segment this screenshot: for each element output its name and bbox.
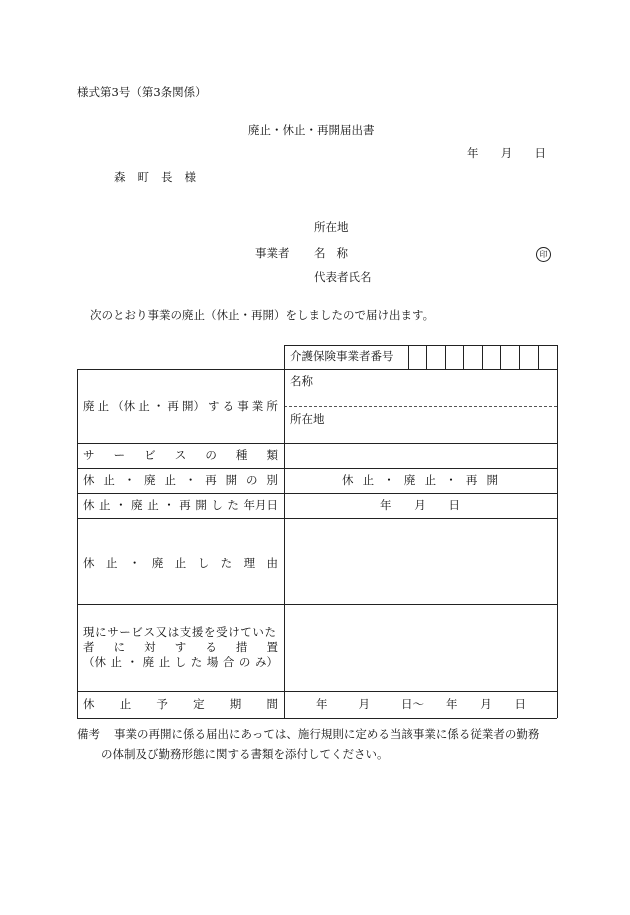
service-type-label: サ ー ビ ス の 種 類: [83, 448, 278, 462]
number-box-line: [538, 345, 539, 369]
table-line: [77, 369, 78, 718]
addressee: 森 町 長 様: [114, 170, 196, 184]
category-options: 休 止 ・ 廃 止 ・ 再 開: [342, 473, 498, 487]
period-start: 年 月 日〜: [316, 697, 424, 711]
table-line: [77, 604, 557, 605]
date-year: 年: [467, 146, 479, 160]
office-name-label: 名称: [290, 374, 313, 388]
table-line: [77, 369, 557, 370]
date-month: 月: [500, 146, 513, 160]
office-label: 廃 止 （休 止 ・ 再 開） す る 事 業 所: [83, 399, 278, 413]
table-line: [77, 518, 557, 519]
applicant-name-label: 名 称: [314, 246, 348, 260]
period-end: 年 月 日: [446, 697, 526, 711]
reason-label: 休 止 ・ 廃 止 し た 理 由: [83, 556, 278, 570]
table-line: [77, 691, 557, 692]
number-box-line: [500, 345, 501, 369]
table-line: [284, 345, 285, 718]
statement-text: 次のとおり事業の廃止（休止・再開）をしましたので届け出ます。: [90, 308, 435, 322]
provider-number-label: 介護保険事業者番号: [290, 349, 394, 363]
number-box-line: [408, 345, 409, 369]
table-line: [284, 345, 557, 346]
measures-label-line1: 現にサービス又は支援を受けていた: [83, 625, 277, 639]
document-title: 廃止・休止・再開届出書: [248, 123, 375, 137]
date-label: 休 止 ・ 廃 止 ・ 再 開 し た 年月日: [83, 498, 278, 512]
table-line: [77, 443, 557, 444]
remarks-line2: の体制及び勤務形態に関する書類を添付してください。: [101, 747, 389, 761]
table-line: [77, 493, 557, 494]
applicant-location-label: 所在地: [314, 220, 349, 234]
number-box-line: [426, 345, 427, 369]
number-box-line: [519, 345, 520, 369]
number-box-line: [445, 345, 446, 369]
office-location-label: 所在地: [290, 412, 325, 426]
number-box-line: [463, 345, 464, 369]
measures-label-line2: 者 に 対 す る 措 置: [83, 640, 278, 654]
submission-date: [467, 148, 546, 160]
date-value: 年 月 日: [380, 498, 460, 512]
number-box-line: [482, 345, 483, 369]
table-line: [77, 468, 557, 469]
remarks-line1: 事業の再開に係る届出にあっては、施行規則に定める当該事業に係る従業者の勤務: [114, 727, 540, 741]
category-label: 休 止 ・ 廃 止 ・ 再 開 の 別: [83, 473, 278, 487]
form-number: 様式第3号（第3条関係）: [77, 85, 207, 99]
remarks-label: 備考: [77, 727, 100, 741]
table-line: [77, 718, 557, 719]
table-dashed-line: [284, 406, 557, 407]
table-line: [557, 345, 558, 718]
measures-label-line3: （休 止 ・ 廃 止 し た 場 合 の み）: [83, 655, 278, 669]
seal-mark: 印: [536, 247, 551, 262]
date-day: 日: [534, 146, 546, 160]
representative-label: 代表者氏名: [314, 270, 372, 284]
applicant-group-label: 事業者: [255, 246, 290, 260]
period-label: 休 止 予 定 期 間: [83, 697, 278, 711]
